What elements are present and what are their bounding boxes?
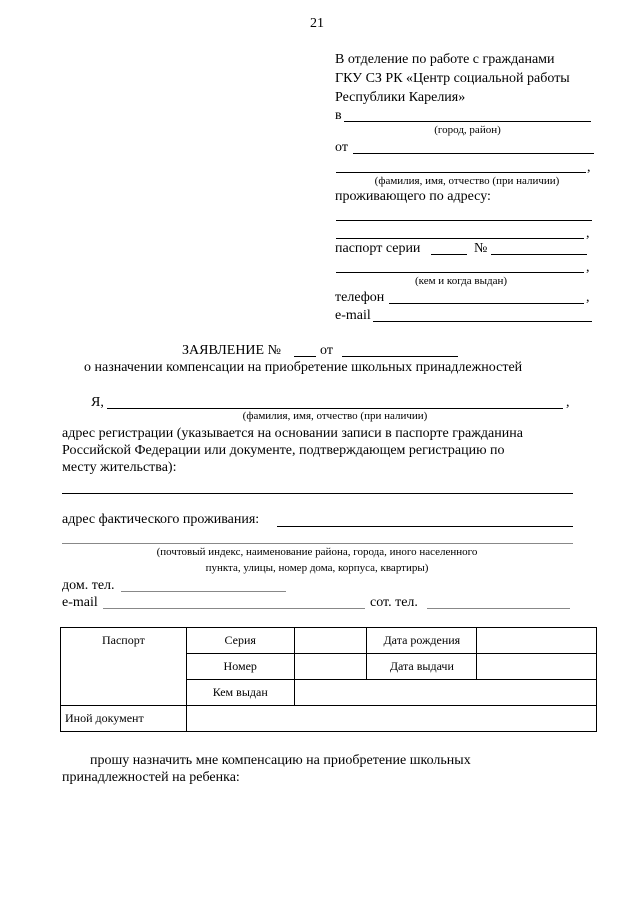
other-document-value-cell[interactable] <box>186 706 596 732</box>
actual-address-field-2[interactable] <box>62 543 573 544</box>
postal-hint-2: пункта, улицы, номер дома, корпуса, квартиры) <box>205 562 429 574</box>
mobile-phone-label: сот. тел. <box>370 595 418 610</box>
home-phone-field[interactable] <box>121 591 286 592</box>
request-text-1: прошу назначить мне компенсацию на приобретение школьных <box>90 753 471 768</box>
postal-hint-1: (почтовый индекс, наименование района, города, иного населенного <box>156 546 478 558</box>
home-phone-label: дом. тел. <box>62 578 115 593</box>
applicant-email-label: e-mail <box>62 595 98 610</box>
registration-text-3: месту жительства): <box>62 460 177 475</box>
city-hint: (город, район) <box>434 124 501 136</box>
comma: , <box>586 226 590 241</box>
birth-date-value-cell[interactable] <box>477 628 597 654</box>
actual-address-label: адрес фактического проживания: <box>62 512 260 527</box>
addressee-line-2: ГКУ СЗ РК «Центр социальной работы <box>335 71 570 86</box>
series-value-cell[interactable] <box>294 628 367 654</box>
request-text-2: принадлежностей на ребенка: <box>62 770 240 785</box>
number-label: Номер <box>186 654 294 680</box>
passport-issued-field[interactable] <box>336 272 584 273</box>
city-field-line[interactable] <box>344 121 591 122</box>
address-label: проживающего по адресу: <box>335 189 491 204</box>
address-field-line-2[interactable] <box>336 238 584 239</box>
fio-hint: (фамилия, имя, отчество (при наличии) <box>374 175 560 187</box>
birth-date-label: Дата рождения <box>367 628 477 654</box>
comma: , <box>587 160 591 175</box>
series-label: Серия <box>186 628 294 654</box>
phone-label: телефон <box>335 290 385 305</box>
from-field-line-2[interactable] <box>336 172 586 173</box>
actual-address-field[interactable] <box>277 526 573 527</box>
issued-by-label: Кем выдан <box>186 680 294 706</box>
statement-title: ЗАЯВЛЕНИЕ № <box>182 343 281 358</box>
comma: , <box>586 260 590 275</box>
statement-date-field[interactable] <box>342 356 458 357</box>
statement-number-field[interactable] <box>294 356 316 357</box>
issue-date-label: Дата выдачи <box>367 654 477 680</box>
mobile-phone-field[interactable] <box>427 608 570 609</box>
document-table <box>60 627 597 732</box>
passport-number-field[interactable] <box>491 254 587 255</box>
passport-label-cell <box>61 628 187 706</box>
from-field-line[interactable] <box>353 153 594 154</box>
issue-date-value-cell[interactable] <box>477 654 597 680</box>
other-document-label: Иной документ <box>61 706 187 732</box>
addressee-line-3: Республики Карелия» <box>335 90 466 105</box>
from-label: от <box>335 140 348 155</box>
email-label: e-mail <box>335 308 371 323</box>
in-label: в <box>335 108 342 123</box>
i-label: Я, <box>91 395 104 410</box>
comma: , <box>566 395 570 410</box>
statement-subtitle: о назначении компенсации на приобретение школьных принадлежностей <box>84 360 523 375</box>
applicant-fio-hint: (фамилия, имя, отчество (при наличии) <box>242 410 428 422</box>
address-field-line-1[interactable] <box>336 220 592 221</box>
page-number: 21 <box>310 16 324 31</box>
passport-series-label: паспорт серии <box>335 241 421 256</box>
applicant-fio-field[interactable] <box>107 408 563 409</box>
phone-field[interactable] <box>389 303 584 304</box>
issued-hint: (кем и когда выдан) <box>414 275 508 287</box>
number-value-cell[interactable] <box>294 654 367 680</box>
addressee-line-1: В отделение по работе с гражданами <box>335 52 555 67</box>
registration-text-2: Российской Федерации или документе, подтверждающем регистрацию по <box>62 443 505 458</box>
registration-address-field[interactable] <box>62 493 573 494</box>
number-sign: № <box>474 241 488 256</box>
comma: , <box>586 290 590 305</box>
issued-by-value-cell[interactable] <box>294 680 596 706</box>
statement-from: от <box>320 343 333 358</box>
applicant-email-field[interactable] <box>103 608 365 609</box>
email-field[interactable] <box>373 321 592 322</box>
passport-label: Паспорт <box>101 633 145 647</box>
registration-text-1: адрес регистрации (указывается на основании записи в паспорте гражданина <box>62 426 523 441</box>
passport-series-field[interactable] <box>431 254 467 255</box>
